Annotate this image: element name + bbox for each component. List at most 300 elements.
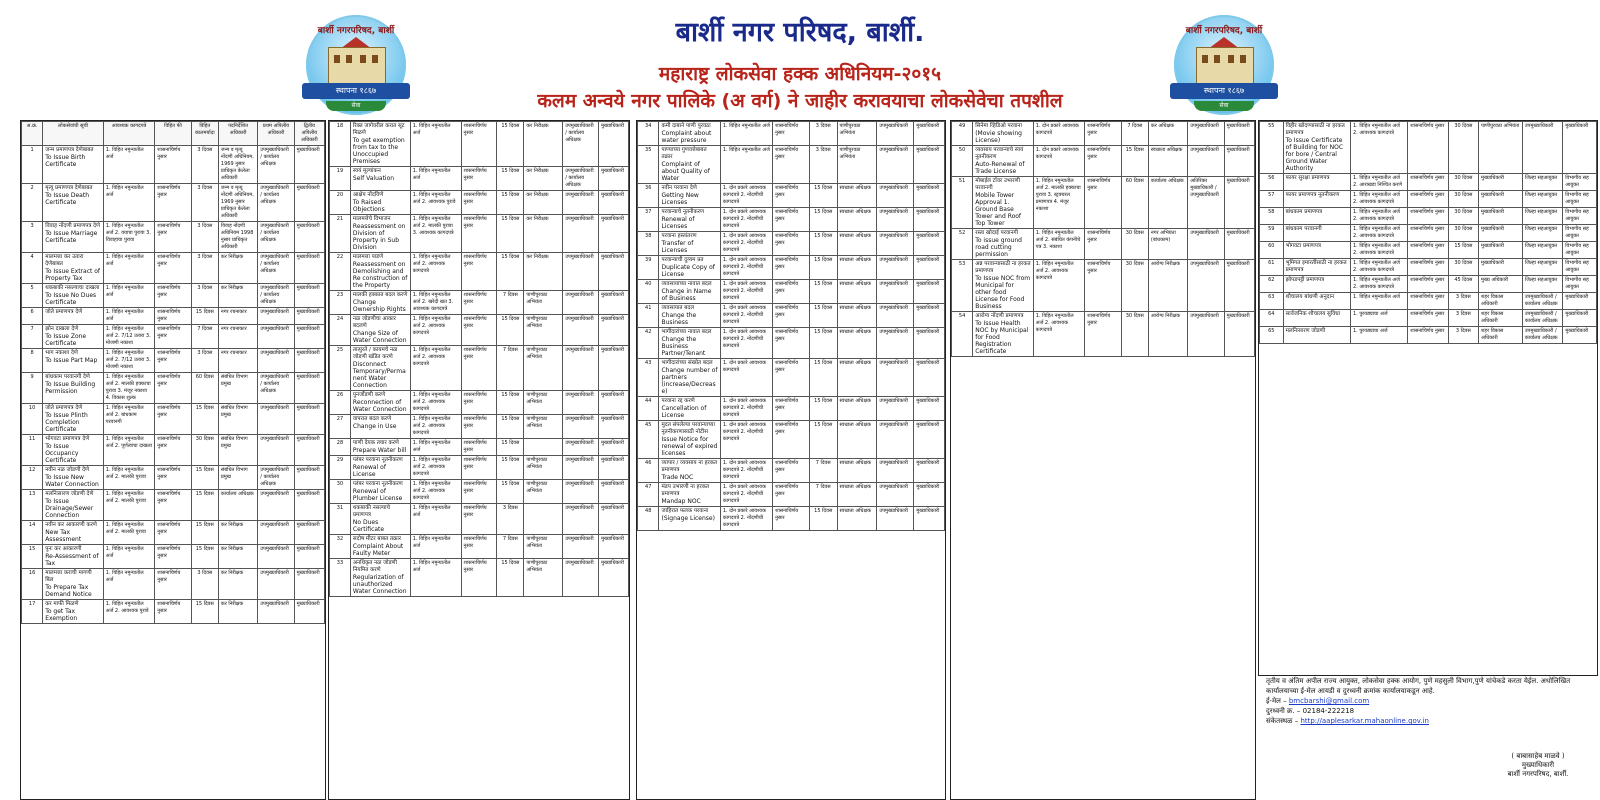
designated-officer: स्वच्छता अधिक्षक — [837, 232, 877, 256]
row-number: 18 — [330, 122, 351, 167]
table-row — [1260, 276, 1597, 293]
service-fee: शासनाचिर्णय नुसार — [155, 600, 191, 624]
first-appellate-officer: उपमुख्याधिकारी — [563, 456, 599, 480]
table-row — [952, 177, 1255, 229]
second-appellate-officer: मुख्याधिकारी — [294, 325, 324, 349]
row-number: 19 — [330, 167, 351, 191]
service-name-mr: भोगवटा प्रमाणपत्र देणे — [45, 436, 90, 442]
second-appellate-officer: मुख्याधिकारी — [914, 280, 945, 304]
time-limit: 15 दिवस — [191, 521, 218, 545]
table-row — [952, 229, 1255, 260]
second-appellate-officer: मुख्याधिकारी — [599, 291, 629, 315]
first-appellate-officer: उपमुख्याधिकारी — [877, 184, 914, 208]
service-name — [43, 545, 104, 569]
designated-officer: स्वच्छता अधिक्षक — [837, 459, 877, 483]
designated-officer: कर निरीक्षक — [524, 167, 563, 191]
service-name-en: Renewal of Licenses — [661, 216, 695, 230]
table-row — [638, 122, 945, 146]
first-appellate-officer: उपमुख्याधिकारी — [563, 346, 599, 391]
service-name-en: Issue Notice for renewal of expired licenses — [661, 436, 718, 457]
required-documents: 1. पुरवठ्याचा अर्ज — [1350, 310, 1407, 327]
time-limit: 60 दिवस — [191, 373, 218, 404]
service-fee: शासनाचिर्णय नुसार — [773, 146, 810, 184]
time-limit: 30 दिवस — [1121, 229, 1148, 260]
time-limit: 15 दिवस — [809, 304, 837, 328]
required-documents: 1. विहित नमुन्यातील अर्ज — [720, 146, 772, 184]
first-appellate-officer: उपमुख्याधिकारी — [1188, 229, 1224, 260]
service-name — [43, 521, 104, 545]
table-row — [638, 184, 945, 208]
service-fee: शासनाचिर्णय नुसार — [155, 284, 191, 308]
service-name-mr: विवाह नोंदणी प्रमाणपत्र देणे — [45, 223, 101, 229]
service-name-en: To Issue Certificate of Building for NOC for bore / Central Ground Water Authority — [1285, 137, 1344, 172]
required-documents: 1. विहित नमुन्यातील अर्ज 2. आवश्यक कागदपत्रे — [410, 456, 461, 480]
service-fee: शासनाचिर्णय नुसार — [1408, 293, 1448, 310]
first-appellate-officer: उपमुख्याधिकारी / कार्यालय अधिक्षक — [258, 222, 294, 253]
designated-officer: संबंधित विभाग प्रमुख — [218, 435, 257, 466]
designated-officer: आरोग्य निरीक्षक — [1148, 312, 1187, 357]
table-row — [22, 404, 325, 435]
service-fee: शासनाचिर्णय नुसार — [461, 191, 497, 215]
second-appellate-officer: मुख्याधिकारी — [294, 521, 324, 545]
service-fee: शासनाचिर्णय नुसार — [155, 521, 191, 545]
row-number: 63 — [1260, 293, 1284, 310]
service-name — [43, 146, 104, 184]
required-documents: 1. पुरवठ्याचा अर्ज — [1350, 327, 1407, 344]
time-limit: 15 दिवस — [497, 456, 524, 480]
time-limit: 30 दिवस — [1448, 122, 1478, 174]
second-appellate-officer: मुख्याधिकारी — [599, 167, 629, 191]
required-documents: 1. विहित नमुन्यातील अर्ज 2. मालकी हक्काचा पुरावा 3. मंजूर नकाशा 4. विकास शुल्क — [103, 373, 155, 404]
service-name — [1283, 259, 1350, 276]
time-limit: 3 दिवस — [1448, 327, 1478, 344]
service-name-en: Disconnect Temporary/Permanent Water Connection — [352, 361, 406, 389]
service-name-en: Duplicate Copy of License — [661, 264, 715, 278]
row-number: 16 — [22, 569, 43, 600]
table-row — [330, 456, 629, 480]
service-name-en: To Prepare Tax Demand Notice — [45, 584, 92, 598]
second-appellate-officer: मुख्याधिकारी — [599, 253, 629, 291]
designated-officer: शहर विकास अधिकारी — [1479, 310, 1523, 327]
time-limit: 30 दिवस — [1121, 312, 1148, 357]
required-documents: 1. विहित नमुन्यातील अर्ज 2. मालकी पुरावा — [103, 490, 155, 521]
designated-officer: संबंधित विभाग प्रमुख — [218, 404, 257, 435]
service-fee: शासनाचिर्णय नुसार — [155, 373, 191, 404]
designated-officer: पाणीपुरवठा अभियंता — [524, 535, 563, 559]
service-name — [350, 456, 410, 480]
second-appellate-officer: विभागीय सह आयुक्त — [1563, 242, 1597, 259]
service-name-mr: व्यवसायात बदल — [661, 305, 695, 311]
table-row — [952, 260, 1255, 312]
time-limit: 3 दिवस — [191, 569, 218, 600]
second-appellate-officer: मुख्याधिकारी — [1563, 310, 1597, 327]
time-limit: 15 दिवस — [497, 439, 524, 456]
service-name — [1283, 327, 1350, 344]
second-appellate-officer: मुख्याधिकारी — [1224, 260, 1254, 312]
service-fee: शासनाचिर्णय नुसार — [155, 325, 191, 349]
service-fee: शासनाचिर्णय नुसार — [461, 504, 497, 535]
required-documents: 1. विहित नमुन्यातील अर्ज 2. मालकी हक्काचा पुरावा 3. स्ट्रक्चरल प्रमाणपत्र 4. मंजूर नकाशा — [1033, 177, 1085, 229]
second-appellate-officer: मुख्याधिकारी — [599, 456, 629, 480]
row-number: 3 — [22, 222, 43, 253]
service-name-en: Transfer of Licenses — [661, 240, 694, 254]
designated-officer: स्वच्छता अधिक्षक — [837, 184, 877, 208]
first-appellate-officer: जिल्हा सहआयुक्त — [1522, 276, 1562, 293]
required-documents: 1. विहित नमुन्यातील अर्ज 2. आवश्यक कागदपत्रे — [410, 315, 461, 346]
table-row — [330, 415, 629, 439]
time-limit: 3 दिवस — [191, 349, 218, 373]
column-header: अ.क्र. — [22, 122, 43, 146]
service-fee: शासनाचिर्णय नुसार — [461, 167, 497, 191]
second-appellate-officer: मुख्याधिकारी — [914, 208, 945, 232]
designated-officer: पाणीपुरवठा अभियंता — [1479, 122, 1523, 174]
service-fee: शासनाचिर्णय नुसार — [155, 466, 191, 490]
row-number: 62 — [1260, 276, 1284, 293]
service-name — [973, 260, 1034, 312]
first-appellate-officer: उपमुख्याधिकारी / कार्यालय अधिक्षक — [258, 184, 294, 222]
required-documents: 1. विहित नमुन्यातील अर्ज 2. आवश्यक कागदपत्रे — [1350, 122, 1407, 174]
first-appellate-officer: उपमुख्याधिकारी — [258, 545, 294, 569]
service-name-mr: बांधकाम परवानगी — [1285, 226, 1322, 232]
designated-officer: स्वच्छता अधिक्षक — [1148, 146, 1187, 177]
email-label: ई-मेल – — [1266, 697, 1287, 705]
service-name — [43, 600, 104, 624]
service-name-mr: परवाना रद्द करणे — [661, 398, 695, 404]
row-number: 14 — [22, 521, 43, 545]
row-number: 24 — [330, 315, 351, 346]
table-row — [1260, 225, 1597, 242]
first-appellate-officer: उपमुख्याधिकारी — [877, 280, 914, 304]
first-appellate-officer: उपमुख्याधिकारी — [258, 521, 294, 545]
first-appellate-officer: उपमुख्याधिकारी / कार्यालय अधिक्षक — [1522, 327, 1562, 344]
service-fee: शासनाचिर्णय नुसार — [773, 507, 810, 531]
row-number: 5 — [22, 284, 43, 308]
time-limit: 15 दिवस — [497, 480, 524, 504]
first-appellate-officer: उपमुख्याधिकारी — [563, 315, 599, 346]
row-number: 6 — [22, 308, 43, 325]
required-documents: 1. विहित नमुन्यातील अर्ज — [103, 184, 155, 222]
service-name-en: Prepare Water bill — [352, 447, 407, 454]
table-row — [22, 466, 325, 490]
table-row — [1260, 122, 1597, 174]
row-number: 27 — [330, 415, 351, 439]
row-number: 45 — [638, 421, 659, 459]
row-number: 37 — [638, 208, 659, 232]
service-name — [659, 232, 720, 256]
row-number: 25 — [330, 346, 351, 391]
table-row — [638, 280, 945, 304]
service-name-en: To Issue Death Certificate — [45, 192, 89, 206]
service-fee: शासनाचिर्णय नुसार — [461, 415, 497, 439]
service-name-mr: भोगवटा प्रमाणपत्र — [1285, 243, 1321, 249]
row-number: 32 — [330, 535, 351, 559]
service-name-mr: फायर सुरक्षा प्रमाणपत्र — [1285, 175, 1330, 181]
service-fee: शासनाचिर्णय नुसार — [461, 291, 497, 315]
time-limit: 30 दिवस — [1448, 191, 1478, 208]
service-name — [43, 325, 104, 349]
service-name — [659, 397, 720, 421]
time-limit: 15 दिवस — [809, 359, 837, 397]
service-fee: शासनाचिर्णय नुसार — [1408, 327, 1448, 344]
service-fee: शासनाचिर्णय नुसार — [155, 146, 191, 184]
second-appellate-officer: विभागीय सह आयुक्त — [1563, 276, 1597, 293]
service-name — [350, 415, 410, 439]
first-appellate-officer: उपमुख्याधिकारी / कार्यालय अधिक्षक — [563, 122, 599, 167]
service-name-mr: भागीदारांच्या नावात बदल — [661, 329, 712, 335]
service-name-mr: फायर प्रमाणपत्र नूतनीकरण — [1285, 192, 1340, 198]
service-name — [659, 359, 720, 397]
row-number: 41 — [638, 304, 659, 328]
service-name-mr: सदोष मीटर बाबत तक्रार — [352, 536, 402, 542]
service-name — [973, 229, 1034, 260]
service-name — [350, 504, 410, 535]
column-header: विहित फी — [155, 122, 191, 146]
email-link[interactable]: bmcbarshi@gmail.com — [1288, 697, 1370, 705]
required-documents: 1. दोन प्रकारे आवश्यक कागदपत्रे 2. नोंदणीची कागदपत्रे — [720, 459, 772, 483]
service-fee: शासनाचिर्णय नुसार — [773, 304, 810, 328]
service-fee: शासनाचिर्णय नुसार — [1408, 191, 1448, 208]
service-name — [350, 480, 410, 504]
required-documents: 1. दोन प्रकारे आवश्यक कागदपत्रे 2. नोंदणीची कागदपत्रे — [720, 397, 772, 421]
row-number: 12 — [22, 466, 43, 490]
service-name — [43, 466, 104, 490]
designated-officer: मुख्याधिकारी — [1479, 225, 1523, 242]
service-fee: शासनाचिर्णय नुसार — [773, 328, 810, 359]
table-row — [638, 397, 945, 421]
service-fee: शासनाचिर्णय नुसार — [773, 122, 810, 146]
designated-officer: मुख्य अधिकारी — [1479, 276, 1523, 293]
row-number: 10 — [22, 404, 43, 435]
table-row — [22, 184, 325, 222]
service-name — [43, 308, 104, 325]
signatory-designation: मुख्याधिकारी — [1521, 761, 1555, 769]
service-name-en: (Signage License) — [661, 515, 715, 522]
service-name-mr: विहीर खोदण्यासाठी ना हरकत प्रमाणपत्र — [1285, 123, 1345, 136]
service-fee: शासनाचिर्णय नुसार — [773, 184, 810, 208]
required-documents: 1. विहित नमुन्यातील अर्ज 2. आवश्यक कागदपत्रे — [1350, 242, 1407, 259]
designated-officer: पाणीपुरवठा अभियंता — [524, 456, 563, 480]
required-documents: 1. दोन प्रकारे आवश्यक कागदपत्रे — [720, 359, 772, 397]
time-limit: 15 दिवस — [497, 167, 524, 191]
service-name — [1283, 208, 1350, 225]
table-row — [22, 222, 325, 253]
time-limit: 15 दिवस — [497, 559, 524, 597]
second-appellate-officer: मुख्याधिकारी — [599, 215, 629, 253]
service-name-mr: परवान्याची दुय्यम प्रत — [661, 257, 704, 263]
service-name — [350, 291, 410, 315]
designated-officer: नगर रचनाकार — [218, 308, 257, 325]
service-name-en: Auto-Renewal of Trade License — [975, 161, 1025, 175]
required-documents: 1. विहित नमुन्यातील अर्ज 2. आवश्यक कागदपत्रे — [1350, 259, 1407, 276]
service-name-mr: मालकी हक्कात बदल करणे — [352, 292, 408, 298]
service-name-en: No Dues Certificate — [352, 519, 385, 533]
table-row — [1260, 208, 1597, 225]
time-limit: 15 दिवस — [497, 315, 524, 346]
row-number: 44 — [638, 397, 659, 421]
page-subtitle-act: महाराष्ट्र लोकसेवा हक्क अधिनियम-२०१५ — [658, 63, 942, 85]
required-documents: 1. विहित नमुन्यातील अर्ज 2. मालकी पुरावा 3. आवश्यक कागदपत्रे — [410, 215, 461, 253]
table-row — [22, 600, 325, 624]
first-appellate-officer: उपमुख्याधिकारी / कार्यालय अधिक्षक — [258, 373, 294, 404]
designated-officer: नगर अभियंता (बांधकाम) — [1148, 229, 1187, 260]
service-name-en: Reassessment on Demolishing and Re construction of the Property — [352, 261, 408, 289]
service-table-column-5 — [1258, 120, 1598, 676]
first-appellate-officer: जिल्हा सहआयुक्त — [1522, 259, 1562, 276]
second-appellate-officer: मुख्याधिकारी — [294, 222, 324, 253]
time-limit: 15 दिवस — [191, 600, 218, 624]
service-name — [1283, 293, 1350, 310]
first-appellate-officer: उपमुख्याधिकारी — [563, 504, 599, 535]
first-appellate-officer: उपमुख्याधिकारी — [563, 535, 599, 559]
service-name-en: Complaint of about Quality of Water — [661, 161, 710, 182]
second-appellate-officer: विभागीय सह आयुक्त — [1563, 259, 1597, 276]
row-number: 4 — [22, 253, 43, 284]
service-name-mr: व्यापार / व्यवसाय ना हरकत प्रमाणपत्र — [661, 460, 718, 473]
required-documents: 1. विहित नमुन्यातील अर्ज — [103, 253, 155, 284]
service-name — [1283, 174, 1350, 191]
second-appellate-officer: मुख्याधिकारी — [294, 490, 324, 521]
second-appellate-officer: मुख्याधिकारी — [914, 232, 945, 256]
required-documents: 1. दोन प्रकारे आवश्यक कागदपत्रे 2. नोंदणीची कागदपत्रे — [720, 232, 772, 256]
row-number: 60 — [1260, 242, 1284, 259]
service-fee: शासनाचिर्णय नुसार — [1408, 242, 1448, 259]
service-name — [43, 490, 104, 521]
table-row — [638, 232, 945, 256]
required-documents: 1. विहित नमुन्यातील अर्ज 2. आवश्यक कागदपत्रे — [1033, 312, 1085, 357]
service-fee: शासनाचिर्णय नुसार — [155, 253, 191, 284]
table-row — [638, 304, 945, 328]
required-documents: 1. विहित नमुन्यातील अर्ज 2. बांधकाम परवानगी — [103, 404, 155, 435]
required-documents: 1. विहित नमुन्यातील अर्ज 2. 7/12 उतारा 3. मोजणी नकाशा — [103, 349, 155, 373]
service-name-mr: रस्ता खोदाई परवानगी — [975, 230, 1019, 236]
required-documents: 1. विहित नमुन्यातील अर्ज — [410, 559, 461, 597]
service-name-mr: जोते प्रमाणपत्र देणे — [45, 405, 83, 411]
service-name — [973, 177, 1034, 229]
first-appellate-officer: उपमुख्याधिकारी — [1188, 146, 1224, 177]
table-row — [1260, 191, 1597, 208]
row-number: 31 — [330, 504, 351, 535]
second-appellate-officer: मुख्याधिकारी — [599, 391, 629, 415]
first-appellate-officer: उपमुख्याधिकारी — [258, 490, 294, 521]
website-link[interactable]: http://aaplesarkar.mahaonline.gov.in — [1300, 717, 1429, 725]
service-name-en: Mandap NOC — [661, 498, 701, 505]
second-appellate-officer: मुख्याधिकारी — [294, 404, 324, 435]
row-number: 36 — [638, 184, 659, 208]
required-documents: 1. विहित नमुन्यातील अर्ज — [103, 146, 155, 184]
column-header: पदनिर्देशित अधिकारी — [218, 122, 257, 146]
signatory-name: ( बाबासाहेब माळवे ) — [1511, 752, 1565, 760]
row-number: 47 — [638, 483, 659, 507]
required-documents: 1. विहित नमुन्यातील अर्ज — [720, 122, 772, 146]
table-row — [638, 459, 945, 483]
first-appellate-officer: उपमुख्याधिकारी / कार्यालय अधिक्षक — [1522, 310, 1562, 327]
first-appellate-officer: उपमुख्याधिकारी — [563, 439, 599, 456]
page-title: बार्शी नगर परिषद, बार्शी. — [675, 17, 925, 48]
second-appellate-officer: मुख्याधिकारी — [914, 421, 945, 459]
first-appellate-officer: उपमुख्याधिकारी — [1188, 122, 1224, 146]
first-appellate-officer: उपमुख्याधिकारी — [877, 146, 914, 184]
service-name — [43, 222, 104, 253]
first-appellate-officer: जिल्हा सहआयुक्त — [1522, 174, 1562, 191]
service-name-en: Renewal of Plumber License — [352, 488, 403, 502]
row-number: 54 — [952, 312, 973, 357]
municipal-logo-right: बार्शी नगरपरिषद, बार्शी स्थापना १८६७ सेवा — [1168, 15, 1280, 115]
service-name-en: To Issue New Water Connection — [45, 474, 99, 488]
designated-officer: संबंधित विभाग प्रमुख — [218, 466, 257, 490]
table-row — [330, 391, 629, 415]
service-name — [43, 284, 104, 308]
required-documents: 1. विहित नमुन्यातील अर्ज 2. आवश्यक कागदपत्रे — [1033, 260, 1085, 312]
service-name-en: Change in Use — [352, 423, 397, 430]
service-fee: शासनाचिर्णय नुसार — [461, 253, 497, 291]
designated-officer: स्वच्छता अधिक्षक — [837, 304, 877, 328]
second-appellate-officer: मुख्याधिकारी — [914, 122, 945, 146]
service-name-mr: मालमत्ता कर उतारा देणेबाबत — [45, 254, 84, 267]
designated-officer: आरोग्य निरीक्षक — [1148, 260, 1187, 312]
service-name — [1283, 242, 1350, 259]
service-fee: शासनाचिर्णय नुसार — [773, 483, 810, 507]
service-name-mr: नवीन कर आकारणी करणे — [45, 522, 97, 528]
second-appellate-officer: मुख्याधिकारी — [914, 328, 945, 359]
table-row — [638, 421, 945, 459]
second-appellate-officer: मुख्याधिकारी — [294, 284, 324, 308]
service-fee: शासनाचिर्णय नुसार — [773, 421, 810, 459]
service-fee: शासनाचिर्णय नुसार — [1085, 146, 1121, 177]
time-limit: 15 दिवस — [497, 391, 524, 415]
designated-officer: नगर रचनाकार — [218, 325, 257, 349]
time-limit: 15 दिवस — [191, 466, 218, 490]
service-fee: शासनाचिर्णय नुसार — [1085, 229, 1121, 260]
required-documents: 1. दोन प्रकारे आवश्यक कागदपत्रे 2. नोंदणीची कागदपत्रे — [720, 421, 772, 459]
service-name-mr: नळ जोडणीचा आकार बदलणे — [352, 316, 396, 329]
designated-officer: विवाह नोंदणी अधिनियम 1998 नुसार प्राधिकृत अधिकारी — [218, 222, 257, 253]
service-fee: शासनाचिर्णय नुसार — [773, 397, 810, 421]
time-limit: 15 दिवस — [809, 256, 837, 280]
service-name-mr: मालमत्ता कराची मागणी बिल — [45, 570, 92, 583]
table-header-row — [22, 122, 325, 146]
required-documents: 1. विहित नमुन्यातील अर्ज 2. आवश्यक कागदपत्रे — [410, 253, 461, 291]
service-name-mr: झोन दाखला देणे — [45, 326, 79, 332]
designated-officer: मुख्याधिकारी — [1479, 174, 1523, 191]
table-row — [638, 359, 945, 397]
designated-officer: पाणीपुरवठा अभियंता — [524, 291, 563, 315]
time-limit: 15 दिवस — [497, 191, 524, 215]
service-name-mr: मालमत्तेचे विभाजन — [352, 216, 391, 222]
service-fee: शासनाचिर्णय नुसार — [1408, 276, 1448, 293]
service-name — [659, 328, 720, 359]
first-appellate-officer: उपमुख्याधिकारी — [877, 122, 914, 146]
table-row — [22, 325, 325, 349]
table-row — [330, 191, 629, 215]
row-number: 9 — [22, 373, 43, 404]
time-limit: 15 दिवस — [809, 232, 837, 256]
first-appellate-officer: उपमुख्याधिकारी / कार्यालय अधिक्षक — [258, 146, 294, 184]
service-fee: शासनाचिर्णय नुसार — [1085, 122, 1121, 146]
time-limit: 15 दिवस — [809, 328, 837, 359]
row-number: 13 — [22, 490, 43, 521]
service-name — [350, 439, 410, 456]
service-name-mr: पुनर्जोडणी करणे — [352, 392, 386, 398]
required-documents: 1. विहित नमुन्यातील अर्ज — [103, 545, 155, 569]
designated-officer: शहर विकास अधिकारी — [1479, 327, 1523, 344]
service-fee: शासनाचिर्णय नुसार — [461, 439, 497, 456]
row-number: 46 — [638, 459, 659, 483]
service-name-mr: कमी दाबाने पाणी पुरवठा — [661, 123, 711, 129]
service-fee: शासनाचिर्णय नुसार — [773, 208, 810, 232]
service-name-en: Complaint About Faulty Meter — [352, 543, 404, 557]
row-number: 51 — [952, 177, 973, 229]
table-row — [330, 167, 629, 191]
